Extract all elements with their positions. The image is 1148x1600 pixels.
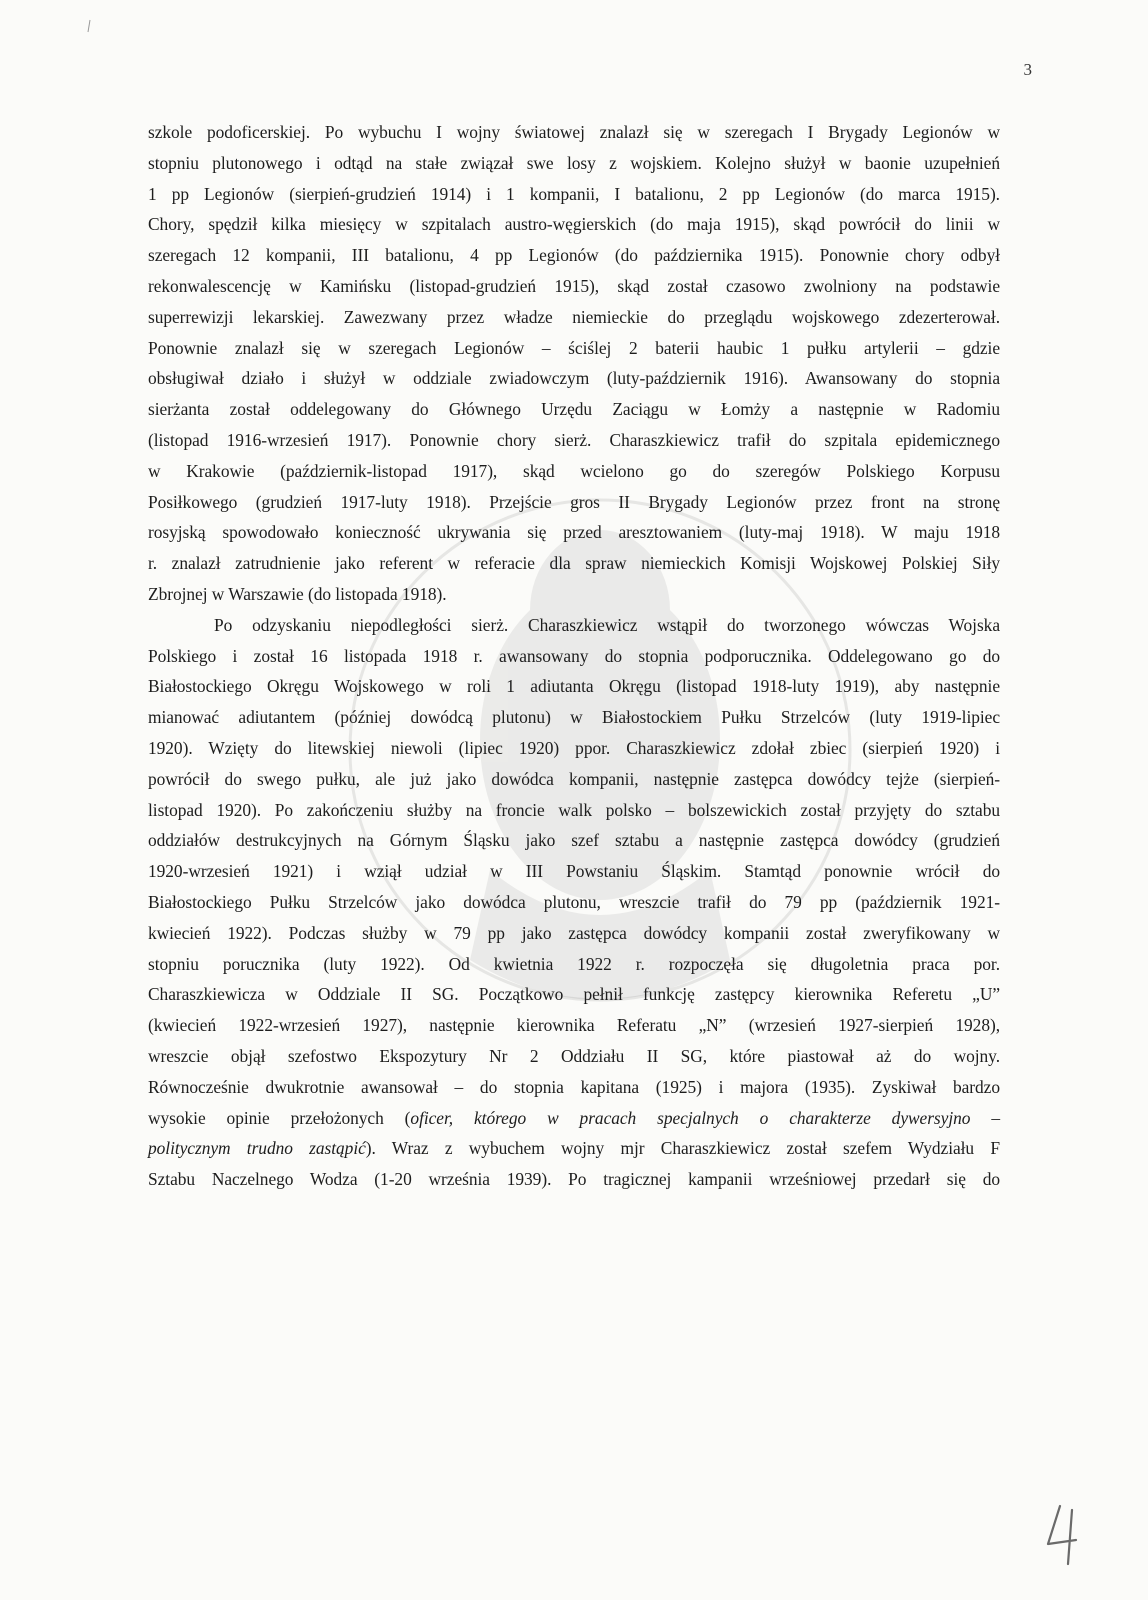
text-line: Białostockiego Pułku Strzelców jako dowódca plutonu, wreszcie trafił do 79 pp (październik 1921- [148,891,1000,912]
text-line [148,1103,1000,1134]
handwritten-page-number [1040,1500,1090,1570]
text-line: listopad 1920). Po zakończeniu służby na froncie walk polsko – bolszewickich został przyjęty do sztabu [148,799,1000,820]
text-line: superrewizji lekarskiej. Zawezwany przez władze niemieckie do przeglądu wojskowego zdezerterował. [148,306,1000,327]
text-line: 1920-wrzesień 1921) i wziął udział w III Powstaniu Śląskim. Stamtąd ponownie wrócił do [148,861,1000,882]
text-line: powrócił do swego pułku, ale już jako dowódca kompanii, następnie zastępca dowódcy tejże (sierpień- [148,768,1000,789]
text-line: Równocześnie dwukrotnie awansował – do stopnia kapitana (1925) i majora (1935). Zyskiwał bardzo [148,1076,1000,1097]
text-line: Posiłkowego (grudzień 1917-luty 1918). Przejście gros II Brygady Legionów przez front na stronę [148,491,1000,512]
text-line: Charaszkiewicza w Oddziale II SG. Początkowo pełnił funkcję zastępcy kierownika Referetu „U” [148,984,1000,1005]
text-line: obsługiwał działo i służył w oddziale zwiadowczym (luty-październik 1916). Awansowany do stopnia [148,368,1000,389]
text-line: Po odzyskaniu niepodległości sierż. Charaszkiewicz wstąpił do tworzonego wówczas Wojska [214,614,1000,635]
quote-italic: oficer, którego w pracach specjalnych o charakterze dywersyjno – [410,1107,1000,1128]
text-line: oddziałów destrukcyjnych na Górnym Śląsku jako szef sztabu a następnie zastępca dowódcy (grudzień [148,830,1000,851]
text-line: sierżanta został oddelegowany do Głównego Urzędu Zaciągu w Łomży a następnie w Radomiu [148,399,1000,420]
text-line: kwiecień 1922). Podczas służby w 79 pp jako zastępca dowódcy kompanii został zweryfikowany w [148,922,1000,943]
text-line: Zbrojnej w Warszawie (do listopada 1918). [148,583,447,604]
text-line: (listopad 1916-wrzesień 1917). Ponownie chory sierż. Charaszkiewicz trafił do szpitala epidemicznego [148,429,1000,450]
quote-italic: politycznym trudno zastąpić [148,1138,366,1159]
text-line: Ponownie znalazł się w szeregach Legionów – ściślej 2 baterii haubic 1 pułku artylerii – gdzie [148,337,1000,358]
paragraph-2 [148,610,1000,1195]
text-line: r. znalazł zatrudnienie jako referent w referacie dla spraw niemieckich Komisji Wojskowej Polskiej Siły [148,553,1000,574]
text-line: stopniu porucznika (luty 1922). Od kwietnia 1922 r. rozpoczęła się długoletnia praca por. [148,953,1000,974]
text-line: szkole podoficerskiej. Po wybuchu I wojny światowej znalazł się w szeregach I Brygady Legionów w [148,122,1000,142]
text-line: Chory, spędził kilka miesięcy w szpitalach austro-węgierskich (do maja 1915), skąd powrócił do linii w [148,214,1000,235]
text-line: szeregach 12 kompanii, III batalionu, 4 pp Legionów (do października 1915). Ponownie chory odbył [148,245,1000,266]
text-line: rekonwalescencję w Kamińsku (listopad-grudzień 1915), skąd został czasowo zwolniony na podstawie [148,275,1000,296]
text-line: Polskiego i został 16 listopada 1918 r. awansowany do stopnia podporucznika. Oddelegowano go do [148,645,1000,666]
text-line: mianować adiutantem (później dowódcą plutonu) w Białostockiem Pułku Strzelców (luty 1919-lipiec [148,707,1000,728]
text-line: 1 pp Legionów (sierpień-grudzień 1914) i 1 kompanii, I batalionu, 2 pp Legionów (do marca 1915). [148,183,1000,204]
text-line: Białostockiego Okręgu Wojskowego w roli 1 adiutanta Okręgu (listopad 1918-luty 1919), aby następnie [148,676,1000,697]
text-line: (kwiecień 1922-wrzesień 1927), następnie kierownika Referatu „N” (wrzesień 1927-sierpień 1928), [148,1015,1000,1036]
text-segment: ). Wraz z wybuchem wojny mjr Charaszkiewicz został szefem Wydziału F [365,1138,1000,1159]
paragraph-1 [148,117,1000,610]
body-text [148,117,1000,1195]
scan-mark [84,18,100,34]
page-number: 3 [1023,60,1032,79]
text-line: w Krakowie (październik-listopad 1917), skąd wcielono go do szeregów Polskiego Korpusu [148,460,1000,481]
text-line: Sztabu Naczelnego Wodza (1-20 września 1939). Po tragicznej kampanii wrześniowej przedarł się do [148,1169,1000,1190]
text-line: wreszcie objął szefostwo Ekspozytury Nr 2 Oddziału II SG, które piastował aż do wojny. [148,1045,1000,1066]
text-line: rosyjską spowodowało konieczność ukrywania się przed aresztowaniem (luty-maj 1918). W maju 1918 [148,522,1000,543]
text-line [148,1133,1000,1164]
text-segment: wysokie opinie przełożonych ( [148,1107,411,1128]
text-line: 1920). Wzięty do litewskiej niewoli (lipiec 1920) ppor. Charaszkiewicz zdołał zbiec (sierpień 1920) i [148,737,1000,758]
text-line: stopniu plutonowego i odtąd na stałe związał swe losy z wojskiem. Kolejno służył w baonie uzupełnień [148,152,1000,173]
